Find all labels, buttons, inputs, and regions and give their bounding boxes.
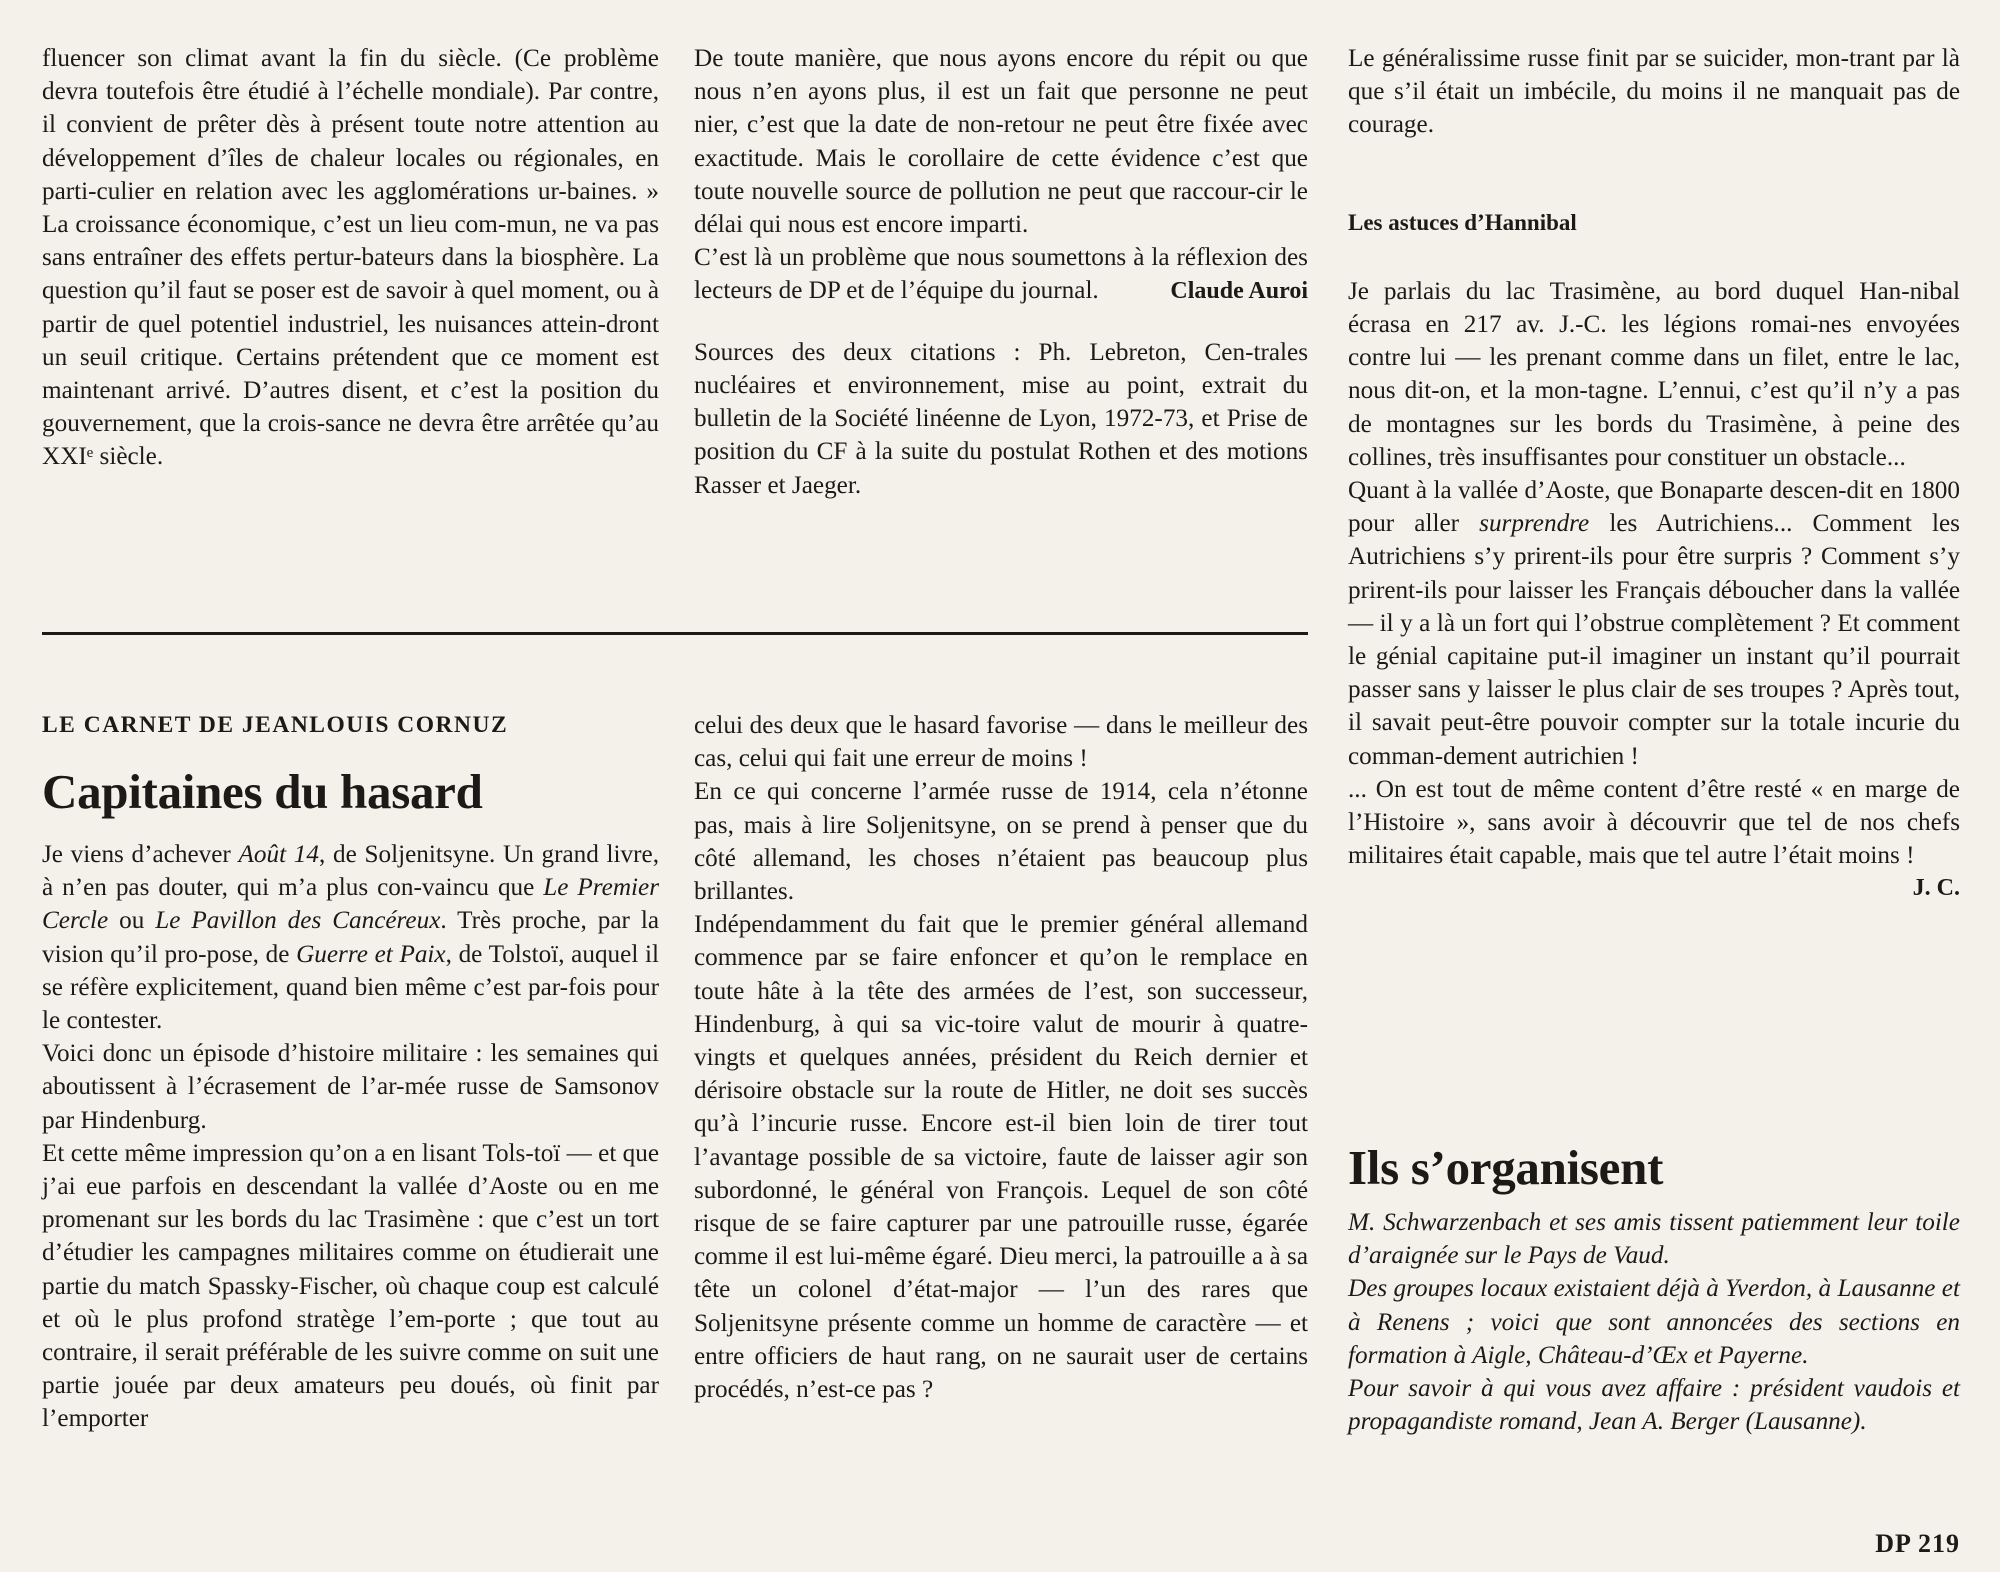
sources-note: Sources des deux citations : Ph. Lebreton, Cen-trales nucléaires et environnement, mise au point, extrait du bulletin de la Société linéenne de Lyon, 1972-73, et Prise de position du CF à la suite du postulat Rothen et des motions Rasser et Jaeger. — [694, 338, 1308, 499]
column-kicker: LE CARNET DE JEANLOUIS CORNUZ — [42, 712, 509, 738]
brief-body — [1348, 1206, 1960, 1438]
top-column-2 — [694, 42, 1308, 502]
brief-paragraph-3: Pour savoir à qui vous avez affaire : président vaudois et propagandiste romand, Jean A. Berger (Lausanne). — [1348, 1375, 1960, 1436]
right-paragraph-1: Le généralissime russe finit par se suicider, mon-trant par là que s’il était un imbécile, du moins il ne manquait pas de courage. — [1348, 45, 1960, 139]
brief-paragraph-2: Des groupes locaux existaient déjà à Yverdon, à Lausanne et à Renens ; voici que sont annoncées des sections en formation à Aigle, Château-d’Œx et Payerne. — [1348, 1275, 1960, 1369]
signature-claude-auroi: Claude Auroi — [1170, 277, 1308, 304]
article-column-2 — [694, 709, 1308, 1406]
right-paragraph-3: Quant à la vallée d’Aoste, que Bonaparte descen-dit en 1800 pour aller surprendre les Autrichiens... Comment les Autrichiens s’y prirent-ils pour être surpris ? Comment s’y prirent-ils pour laisser les Français déboucher dans la vallée — il y a là un fort qui l’obstrue complètement ? Et comment le génial capitaine put-il imaginer un instant qu’il pourrait passer sans y laisser le plus clair de ses troupes ? Après tout, il savait peut-être pouvoir compter sur la totale incurie du comman-dement autrichien ! — [1348, 477, 1960, 770]
top-col2-paragraph-2: C’est là un problème que nous soumettons à la réflexion des lecteurs de DP et de l’équipe du journal. — [694, 244, 1308, 305]
top-column-1 — [42, 42, 659, 474]
right-paragraph-2: Je parlais du lac Trasimène, au bord duquel Han-nibal écrasa en 217 av. J.-C. les légions romai-nes envoyées contre lui — les prenant comme dans un filet, entre le lac, nous dit-on, et la mon-tagne. L’ennui, c’est qu’il n’y a pas de montagnes sur les bords du Trasimène, à peine des collines, très insuffisantes pour constituer un obstacle... — [1348, 277, 1960, 471]
italic-surprendre: surprendre — [1479, 510, 1590, 538]
book-title-aout-14: Août 14 — [238, 841, 319, 868]
right-paragraph-4: ... On est tout de même content d’être resté « en marge de l’Histoire », sans avoir à découvrir que tel de nos chefs militaires était capable, mais que tel autre l’était moins ! — [1348, 775, 1960, 870]
book-title-pavillon: Le Pavillon des Cancéreux — [155, 907, 441, 935]
signature-jc: J. C. — [1912, 875, 1960, 902]
book-title-premier-cercle: Le Premier Cercle — [42, 874, 660, 935]
brief-title: Ils s’organisent — [1348, 1140, 1664, 1195]
article-col1-paragraph-2: Voici donc un épisode d’histoire militaire : les semaines qui aboutissent à l’écrasement de l’ar-mée russe de Samsonov par Hindenburg. — [42, 1040, 659, 1134]
article-title: Capitaines du hasard — [42, 764, 483, 819]
article-col2-paragraph-1: celui des deux que le hasard favorise — dans le meilleur des cas, celui qui fait une erreur de moins ! — [694, 712, 1308, 773]
brief-paragraph-1: M. Schwarzenbach et ses amis tissent patiemment leur toile d’araignée sur le Pays de Vaud. — [1348, 1209, 1960, 1270]
section-divider-rule — [42, 632, 1308, 635]
article-col1-paragraph-3: Et cette même impression qu’on a en lisant Tols-toï — et que j’ai eue parfois en descendant la vallée d’Aoste ou en me promenant sur les bords du lac Trasimène : que c’est un tort d’étudier les campagnes militaires comme on étudierait une partie du match Spassky-Fischer, où chaque coup est calculé et où le plus profond stratège l’em-porte ; que tout au contraire, il serait préférable de les suivre comme on suit une partie jouée par deux amateurs peu doués, où finit par l’emporter — [42, 1139, 659, 1433]
article-column-1 — [42, 838, 659, 1436]
top-col1-text: fluencer son climat avant la fin du siècle. (Ce problème devra toutefois être étudié à l’échelle mondiale). Par contre, il convient de prêter dès à présent toute notre attention au développement d’îles de chaleur locales ou régionales, en parti-culier en relation avec les agglomérations ur-baines. » La croissance économique, c’est un lieu com-mun, ne va pas sans entraîner des effets pertur-bateurs dans la biosphère. La question qu’il faut se poser est de savoir à quel moment, ou à partir de quel potentiel industriel, les nuisances attein-dront un seuil critique. Certains prétendent que ce moment est maintenant arrivé. D’autres disent, et c’est la position du gouvernement, que la crois-sance ne devra être arrêtée qu’au XXIᵉ siècle. — [42, 45, 659, 471]
right-column — [1348, 42, 1960, 906]
subhead-astuces-hannibal: Les astuces d’Hannibal — [1348, 209, 1577, 235]
page-number: DP 219 — [1875, 1529, 1960, 1558]
article-col2-paragraph-2: En ce qui concerne l’armée russe de 1914, cela n’étonne pas, mais à lire Soljenitsyne, on se prend à penser que du côté allemand, les choses n’étaient pas beaucoup plus brillantes. — [694, 778, 1308, 906]
book-title-guerre-et-paix: Guerre et Paix — [296, 940, 446, 968]
top-col2-paragraph-1: De toute manière, que nous ayons encore du répit ou que nous n’en ayons plus, il est un fait que personne ne peut nier, c’est que la date de non-retour ne peut être fixée avec exactitude. Mais le corollaire de cette évidence c’est que toute nouvelle source de pollution ne peut que raccour-cir le délai qui nous est encore imparti. — [694, 45, 1308, 239]
article-col2-paragraph-3: Indépendamment du fait que le premier général allemand commence par se faire enfoncer et qu’on le remplace en toute hâte à la tête des armées de l’est, son successeur, Hindenburg, à qui sa vic-toire valut de mourir à quatre-vingts et quelques années, président du Reich dernier et dérisoire obstacle sur la route de Hitler, ne doit ses succès qu’à l’incurie russe. Encore est-il bien loin de tirer tout l’avantage possible de sa victoire, faute de laisser agir son subordonné, le général von François. Lequel de son côté risque de se faire capturer par une patrouille russe, égarée comme il est lui-même égaré. Dieu merci, la patrouille a à sa tête un colonel d’état-major — l’un des rares que Soljenitsyne présente comme un homme de caractère — et entre officiers de haut rang, on ne saurait user de certains procédés, n’est-ce pas ? — [694, 911, 1308, 1404]
article-col1-paragraph-1: Je viens d’achever Août 14, de Soljenitsyne. Un grand livre, à n’en pas douter, qui m’a plus con-vaincu que Le Premier Cercle ou Le Pavillon des Cancéreux. Très proche, par la vision qu’il pro-pose, de Guerre et Paix, de Tolstoï, auquel il se réfère explicitement, quand bien même c’est par-fois pour le contester. — [42, 841, 660, 1035]
